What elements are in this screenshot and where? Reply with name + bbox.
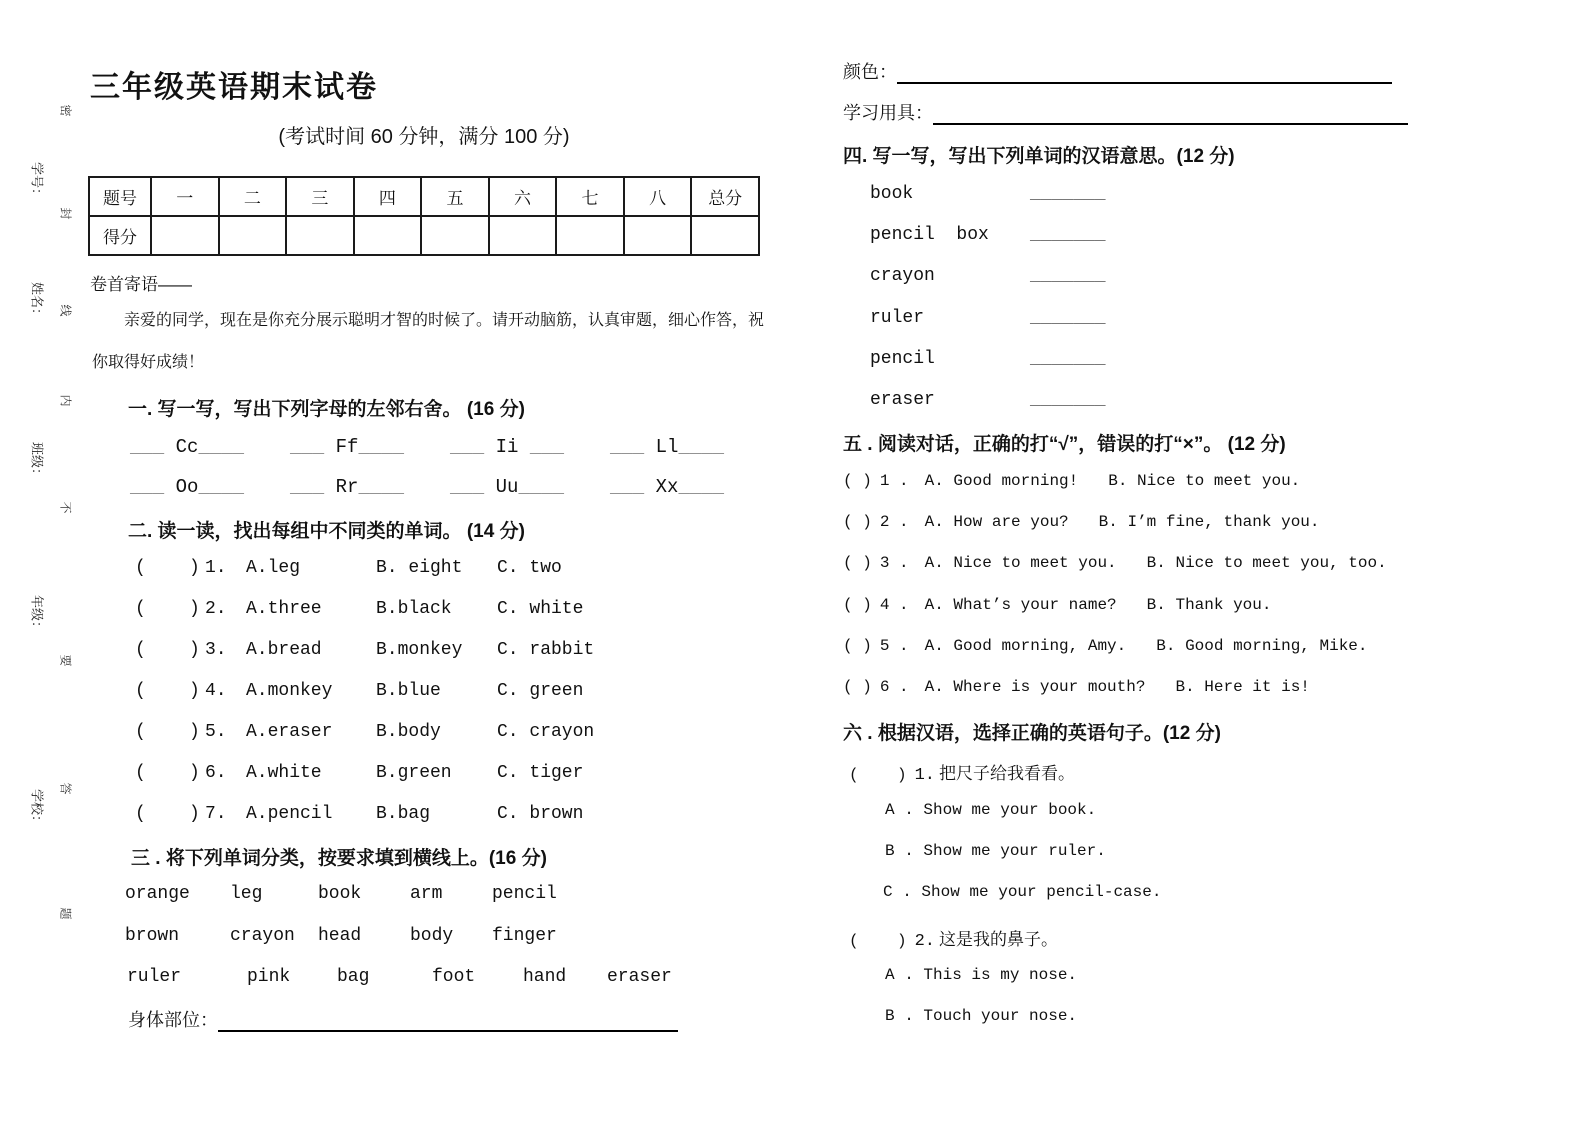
answer-line xyxy=(897,62,1392,84)
word-bank-row: orange leg book arm pencil xyxy=(125,884,557,904)
section4-heading: 四. 写一写，写出下列单词的汉语意思。(12 分) xyxy=(843,146,1235,167)
seal-char: 封 xyxy=(58,207,73,220)
seal-char: 题 xyxy=(58,907,73,920)
answer-bracket: ( ) xyxy=(135,763,200,783)
question-row: ( ) 6. A.white B.green C. tiger xyxy=(135,763,584,783)
choice-option: A . Show me your book. xyxy=(885,801,1097,819)
choice-option: B . Touch your nose. xyxy=(885,1007,1078,1025)
tools-fill-line xyxy=(843,99,1408,125)
seal-char: 内 xyxy=(58,394,73,407)
dialog-row: ( ) 4 . A. What’s your name? B. Thank you. xyxy=(843,596,1272,614)
color-label: 颜色： xyxy=(843,62,897,82)
answer-bracket: ( ) xyxy=(135,599,200,619)
translate-row: eraser _______ xyxy=(870,390,1106,410)
score-table-score-row xyxy=(89,216,759,255)
section1-letter-row xyxy=(88,476,770,498)
answer-bracket: ( ) xyxy=(843,554,872,572)
translate-row: pencil box _______ xyxy=(870,225,1106,245)
score-table-cell: 八 xyxy=(624,177,692,216)
translate-row: crayon _______ xyxy=(870,266,1106,286)
score-empty-cell xyxy=(624,216,692,255)
question-row: ( ) 7. A.pencil B.bag C. brown xyxy=(135,804,584,824)
answer-blank: _______ xyxy=(1030,184,1106,204)
score-empty-cell xyxy=(691,216,759,255)
question-row: ( ) 3. A.bread B.monkey C. rabbit xyxy=(135,640,595,660)
section1-heading: 一. 写一写，写出下列字母的左邻右舍。 (16 分) xyxy=(128,399,525,420)
answer-bracket: ( ) xyxy=(135,804,200,824)
margin-field-student-id: 学号： xyxy=(29,161,45,201)
answer-blank: _______ xyxy=(1030,349,1106,369)
score-table-cell: 三 xyxy=(286,177,354,216)
dialog-row: ( ) 1 . A. Good morning! B. Nice to meet you. xyxy=(843,472,1301,490)
answer-bracket: ( ) xyxy=(135,640,200,660)
seal-char: 要 xyxy=(58,654,73,667)
score-empty-cell xyxy=(219,216,287,255)
word-bank-row: brown crayon head body finger xyxy=(125,926,557,946)
letter-item: ___ Ll____ xyxy=(610,436,725,458)
score-table-cell: 七 xyxy=(556,177,624,216)
section5-heading: 五 . 阅读对话，正确的打“√”，错误的打“×”。 (12 分) xyxy=(843,434,1286,455)
letter-item: ___ Oo____ xyxy=(130,476,245,498)
question-row: ( ) 1. A.leg B. eight C. two xyxy=(135,558,562,578)
preface-text: 亲爱的同学，现在是你充分展示聪明才智的时候了。请开动脑筋，认真审题，细心作答，祝你取得好成绩！ xyxy=(92,312,765,371)
score-table-cell: 一 xyxy=(151,177,219,216)
score-empty-cell xyxy=(151,216,219,255)
translate-row: pencil _______ xyxy=(870,349,1106,369)
choice-question: ( ) 2. 这是我的鼻子。 xyxy=(849,930,1059,951)
answer-line xyxy=(218,1010,678,1032)
seal-char: 答 xyxy=(58,782,73,795)
dialog-row: ( ) 2 . A. How are you? B. I’m fine, thank you. xyxy=(843,513,1320,531)
score-table-cell: 二 xyxy=(219,177,287,216)
translate-row: book _______ xyxy=(870,184,1106,204)
letter-item: ___ Xx____ xyxy=(610,476,725,498)
answer-bracket: ( ) xyxy=(843,513,872,531)
question-row: ( ) 5. A.eraser B.body C. crayon xyxy=(135,722,595,742)
score-table-cell: 六 xyxy=(489,177,557,216)
answer-blank: _______ xyxy=(1030,308,1106,328)
letter-item: ___ Uu____ xyxy=(450,476,565,498)
score-table xyxy=(88,176,760,256)
answer-bracket: ( ) xyxy=(849,932,907,950)
answer-line xyxy=(933,103,1408,125)
body-parts-line xyxy=(128,1006,678,1032)
seal-char: 密 xyxy=(58,104,73,117)
score-table-cell: 五 xyxy=(421,177,489,216)
score-empty-cell xyxy=(286,216,354,255)
body-parts-label: 身体部位： xyxy=(128,1010,218,1030)
question-row: ( ) 4. A.monkey B.blue C. green xyxy=(135,681,584,701)
answer-blank: _______ xyxy=(1030,266,1106,286)
answer-blank: _______ xyxy=(1030,225,1106,245)
score-table-header-row xyxy=(89,177,759,216)
translate-row: ruler _______ xyxy=(870,308,1106,328)
letter-item: ___ Ii ___ xyxy=(450,436,565,458)
seal-char: 不 xyxy=(58,501,73,514)
letter-item: ___ Cc____ xyxy=(130,436,245,458)
answer-bracket: ( ) xyxy=(135,558,200,578)
margin-field-grade: 年级： xyxy=(29,594,45,634)
exam-info: (考试时间 60 分钟，满分 100 分) xyxy=(278,126,570,148)
answer-bracket: ( ) xyxy=(843,472,872,490)
preface-label: 卷首寄语—— xyxy=(90,275,192,294)
dialog-row: ( ) 5 . A. Good morning, Amy. B. Good morning, Mike. xyxy=(843,637,1368,655)
score-empty-cell xyxy=(556,216,624,255)
choice-option: B . Show me your ruler. xyxy=(885,842,1106,860)
dialog-row: ( ) 6 . A. Where is your mouth? B. Here it is! xyxy=(843,678,1310,696)
section2-heading: 二. 读一读，找出每组中不同类的单词。 (14 分) xyxy=(128,521,525,542)
tools-label: 学习用具： xyxy=(843,103,933,123)
choice-option: A . This is my nose. xyxy=(885,966,1078,984)
margin-field-class: 班级： xyxy=(29,441,45,481)
color-fill-line xyxy=(843,58,1392,84)
answer-bracket: ( ) xyxy=(135,722,200,742)
section1-letter-row xyxy=(88,436,770,458)
dialog-row: ( ) 3 . A. Nice to meet you. B. Nice to meet you, too. xyxy=(843,554,1387,572)
answer-blank: _______ xyxy=(1030,390,1106,410)
section3-heading: 三 . 将下列单词分类，按要求填到横线上。(16 分) xyxy=(131,848,547,869)
letter-item: ___ Rr____ xyxy=(290,476,405,498)
margin-field-name: 姓名： xyxy=(29,281,45,321)
letter-item: ___ Ff____ xyxy=(290,436,405,458)
answer-bracket: ( ) xyxy=(843,678,872,696)
score-table-cell: 得分 xyxy=(89,216,151,255)
score-empty-cell xyxy=(354,216,422,255)
word-bank-row: ruler pink bag foot hand eraser xyxy=(127,967,672,987)
answer-bracket: ( ) xyxy=(849,766,907,784)
choice-option: C . Show me your pencil-case. xyxy=(883,883,1162,901)
seal-char: 线 xyxy=(58,304,73,317)
score-table-cell: 题号 xyxy=(89,177,151,216)
choice-question: ( ) 1. 把尺子给我看看。 xyxy=(849,764,1076,785)
score-table-cell: 总分 xyxy=(691,177,759,216)
answer-bracket: ( ) xyxy=(843,596,872,614)
score-empty-cell xyxy=(421,216,489,255)
answer-bracket: ( ) xyxy=(135,681,200,701)
score-table-cell: 四 xyxy=(354,177,422,216)
page-title: 三年级英语期末试卷 xyxy=(90,71,378,104)
score-empty-cell xyxy=(489,216,557,255)
margin-field-school: 学校： xyxy=(29,788,45,828)
answer-bracket: ( ) xyxy=(843,637,872,655)
section6-heading: 六 . 根据汉语，选择正确的英语句子。(12 分) xyxy=(843,723,1221,744)
question-row: ( ) 2. A.three B.black C. white xyxy=(135,599,584,619)
